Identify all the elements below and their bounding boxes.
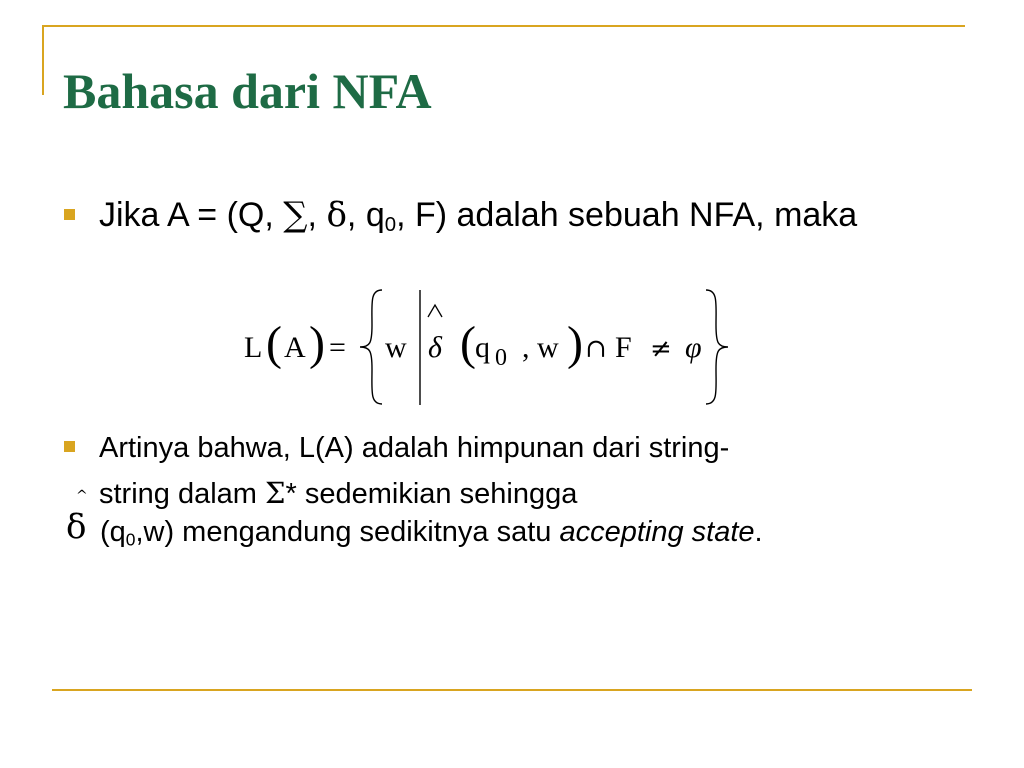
formula-F: F <box>615 331 632 364</box>
delta-symbol: δ <box>326 195 347 235</box>
formula-rparen: ) <box>309 317 325 370</box>
formula-lparen2: ( <box>460 317 476 370</box>
sigma-symbol: ∑ <box>283 195 308 235</box>
formula-A: A <box>284 331 306 364</box>
bullet1-prefix: Jika A = (Q, <box>99 196 284 234</box>
delta-hat-mark: ^ <box>76 488 88 504</box>
delta-symbol-2: δ <box>66 507 87 547</box>
bullet-text-1 <box>99 194 979 237</box>
bullet2-line2-prefix: string dalam <box>99 478 266 510</box>
formula-lparen: ( <box>266 317 282 370</box>
bullet2-line2-suffix: * sedemikian sehingga <box>285 478 578 510</box>
bullet2-line1: Artinya bahwa, L(A) adalah himpunan dari string- <box>99 432 730 464</box>
slide-title: Bahasa dari NFA <box>63 63 432 119</box>
bullet-marker-2 <box>64 441 75 452</box>
frame-bottom-rule <box>52 689 972 691</box>
q-subscript: 0 <box>384 214 397 237</box>
formula-delta: δ <box>428 331 442 364</box>
bullet-text-2 <box>99 426 979 517</box>
formula-cap: ∩ <box>585 334 607 364</box>
formula-comma-w: , w <box>522 331 559 364</box>
bullet1-comma2: , q <box>346 196 385 234</box>
formula-w: w <box>385 331 407 364</box>
formula-phi: φ <box>685 331 702 364</box>
bullet2-q-subscript: 0 <box>125 529 136 550</box>
bullet2-line3-end: . <box>754 516 763 548</box>
bullet-marker-1 <box>64 209 75 220</box>
bullet1-suffix: , F) adalah sebuah NFA, maka <box>396 196 858 234</box>
frame-left-rule <box>42 25 44 95</box>
bullet2-line3-prefix: (q <box>100 516 126 548</box>
formula-hat <box>428 305 442 317</box>
formula-equals: = <box>329 331 346 364</box>
language-formula <box>230 285 750 410</box>
formula-L: L <box>244 331 263 364</box>
formula-neq: ≠ <box>650 334 672 364</box>
formula-rparen2: ) <box>567 317 583 370</box>
bullet2-line3 <box>100 515 763 549</box>
formula-svg <box>230 285 750 410</box>
formula-q: q <box>475 331 490 364</box>
sigma-symbol-2: Σ <box>265 476 286 510</box>
bullet2-line3-mid: ,w) mengandung sedikitnya satu <box>135 516 560 548</box>
formula-q-sub: 0 <box>495 345 507 371</box>
formula-right-brace <box>706 290 728 404</box>
accepting-state-term: accepting state <box>559 516 755 548</box>
formula-left-brace <box>360 290 382 404</box>
frame-top-rule <box>42 25 965 27</box>
bullet1-comma1: , <box>307 196 327 234</box>
